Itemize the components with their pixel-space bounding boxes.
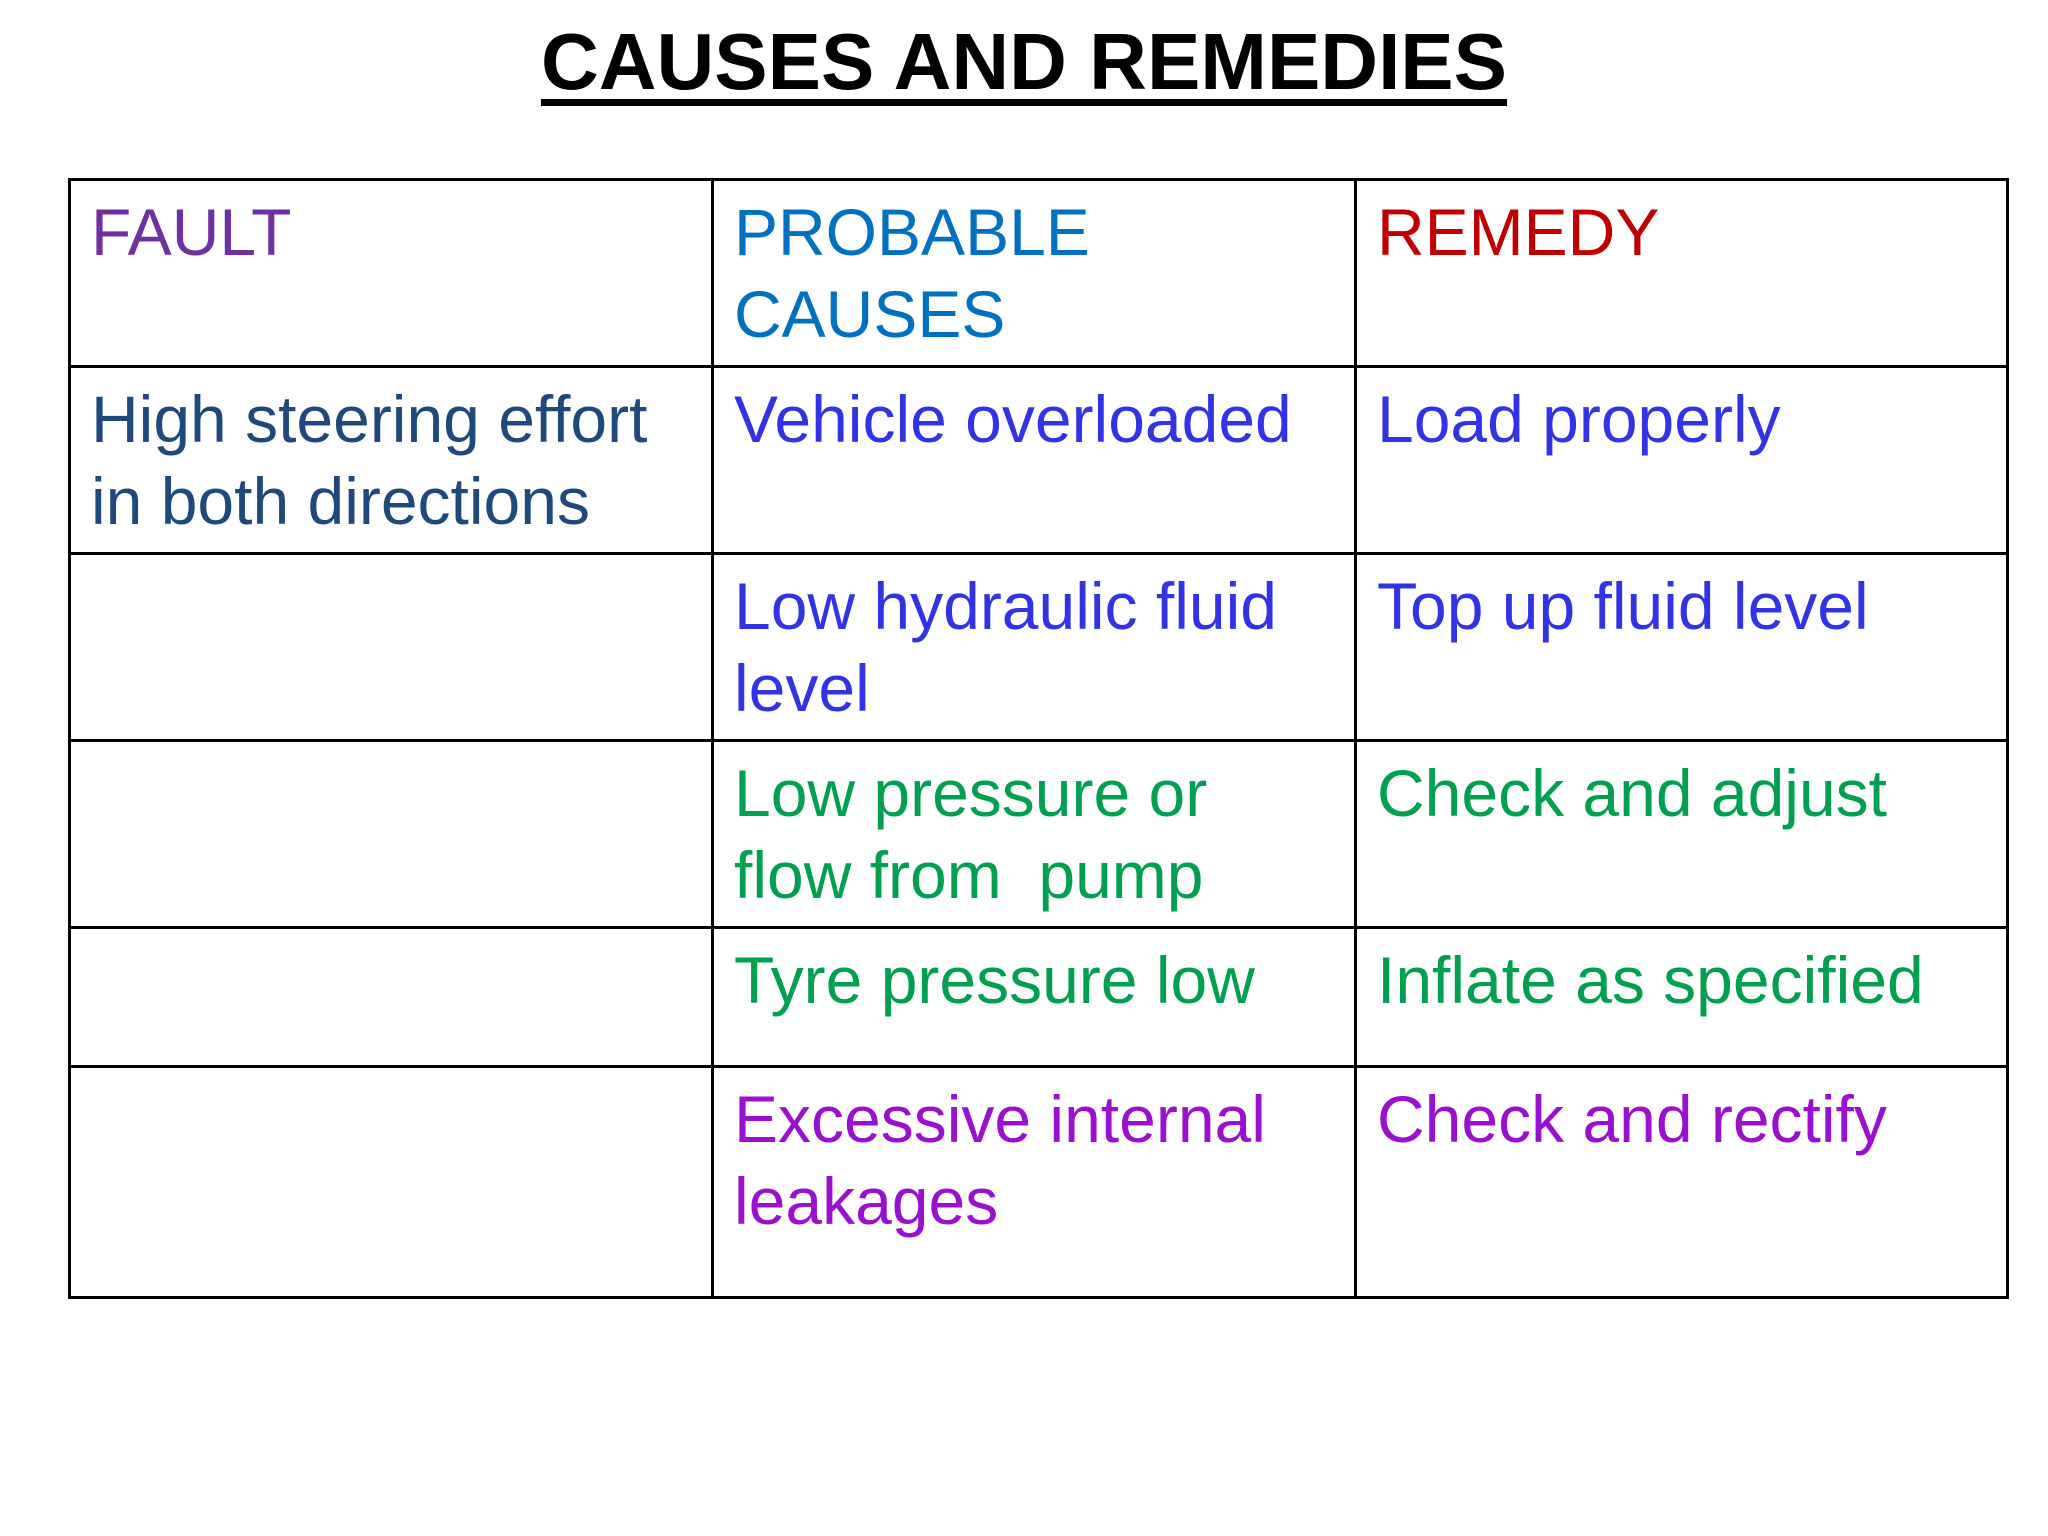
- remedy-cell: Check and rectify: [1356, 1067, 2008, 1298]
- cause-cell: Vehicle overloaded: [713, 367, 1356, 554]
- remedy-cell: Inflate as specified: [1356, 928, 2008, 1067]
- header-probable-causes: PROBABLE CAUSES: [713, 180, 1356, 367]
- slide-title: [0, 14, 2048, 110]
- fault-cell: [70, 554, 713, 741]
- slide-title-text: CAUSES AND REMEDIES: [540, 17, 1508, 106]
- cause-cell: Low hydraulic fluid level: [713, 554, 1356, 741]
- remedy-cell: Check and adjust: [1356, 741, 2008, 928]
- table-row: [70, 1067, 2008, 1298]
- table-header-row: [70, 180, 2008, 367]
- remedy-cell: Load properly: [1356, 367, 2008, 554]
- fault-cell: [70, 928, 713, 1067]
- cause-cell: Low pressure or flow from pump: [713, 741, 1356, 928]
- cause-cell: Excessive internal leakages: [713, 1067, 1356, 1298]
- table-row: [70, 928, 2008, 1067]
- header-remedy: REMEDY: [1356, 180, 2008, 367]
- table-row: [70, 367, 2008, 554]
- cause-cell: Tyre pressure low: [713, 928, 1356, 1067]
- fault-cell: [70, 1067, 713, 1298]
- table-row: [70, 554, 2008, 741]
- remedy-cell: Top up fluid level: [1356, 554, 2008, 741]
- causes-remedies-table: [68, 178, 2009, 1299]
- table-row: [70, 741, 2008, 928]
- header-fault: FAULT: [70, 180, 713, 367]
- fault-cell: [70, 741, 713, 928]
- fault-cell: High steering effort in both directions: [70, 367, 713, 554]
